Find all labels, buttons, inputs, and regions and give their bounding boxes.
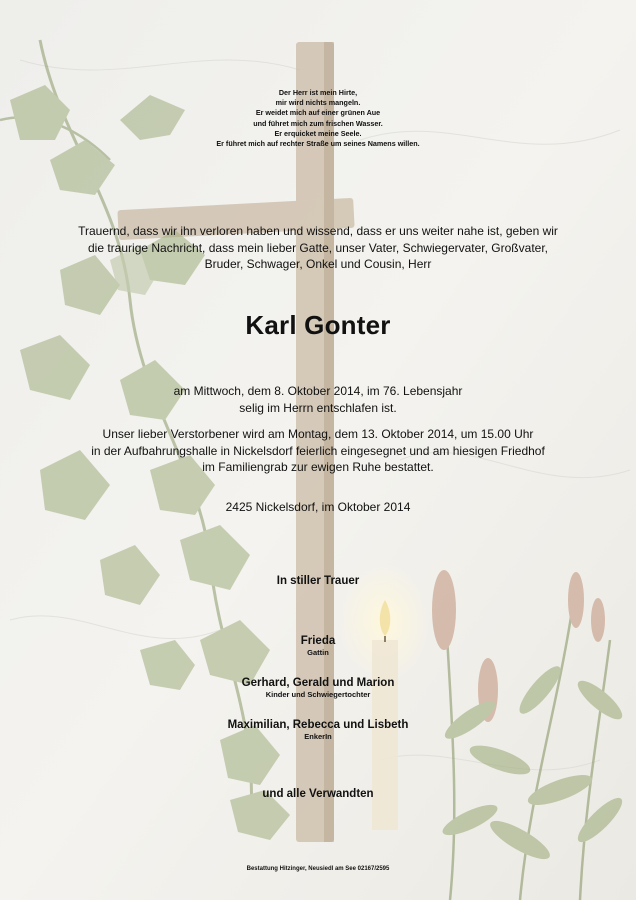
mourner-name: Frieda <box>300 635 336 647</box>
mourning-heading: In stiller Trauer <box>276 575 360 587</box>
death-notice <box>0 383 636 416</box>
death-notice-line: am Mittwoch, dem 8. Oktober 2014, im 76. Lebensjahr <box>173 384 463 398</box>
mourner-entry <box>0 718 636 742</box>
announcement-line: Trauernd, dass wir ihn verloren haben und wissend, dass er uns weiter nahe ist, geben wir <box>78 224 558 238</box>
mourner-relation: Kinder und Schwiegertochter <box>265 690 371 699</box>
psalm-line: Der Herr ist mein Hirte, <box>278 88 358 97</box>
funeral-notice-line: Unser lieber Verstorbener wird am Montag, dem 13. Oktober 2014, um 15.00 Uhr <box>102 427 534 441</box>
mourner-relation: EnkerIn <box>304 732 332 741</box>
mourner-relation: Gattin <box>307 648 329 657</box>
psalm-line: Er weidet mich auf einer grünen Aue <box>255 108 381 118</box>
mourner-name: Gerhard, Gerald und Marion <box>241 677 395 689</box>
announcement-text <box>0 223 636 273</box>
psalm-verse <box>0 88 636 149</box>
psalm-line: mir wird nichts mangeln. <box>275 98 361 108</box>
announcement-line: Bruder, Schwager, Onkel und Cousin, Herr <box>204 257 432 271</box>
all-relatives: und alle Verwandten <box>262 788 374 800</box>
death-notice-line: selig im Herrn entschlafen ist. <box>239 400 397 415</box>
mourner-entry <box>0 676 636 700</box>
psalm-line: Er erquicket meine Seele. <box>274 128 362 138</box>
undertaker-info: Bestattung Hitzinger, Neusiedl am See 02167/2595 <box>246 866 390 872</box>
announcement-line: die traurige Nachricht, dass mein lieber Gatte, unser Vater, Schwiegervater, Großvater, <box>88 240 548 255</box>
mourner-name: Maximilian, Rebecca und Lisbeth <box>227 719 409 731</box>
mourner-entry <box>0 634 636 658</box>
deceased-name: Karl Gonter <box>245 310 391 340</box>
place-date: 2425 Nickelsdorf, im Oktober 2014 <box>225 500 411 514</box>
funeral-notice <box>0 426 636 476</box>
psalm-line: Er führet mich auf rechter Straße um seines Namens willen. <box>216 139 420 149</box>
psalm-line: und führet mich zum frischen Wasser. <box>253 118 383 128</box>
funeral-notice-line: in der Aufbahrungshalle in Nickelsdorf feierlich eingesegnet und am hiesigen Friedhof <box>91 443 545 458</box>
funeral-notice-line: im Familiengrab zur ewigen Ruhe bestattet. <box>202 460 434 474</box>
